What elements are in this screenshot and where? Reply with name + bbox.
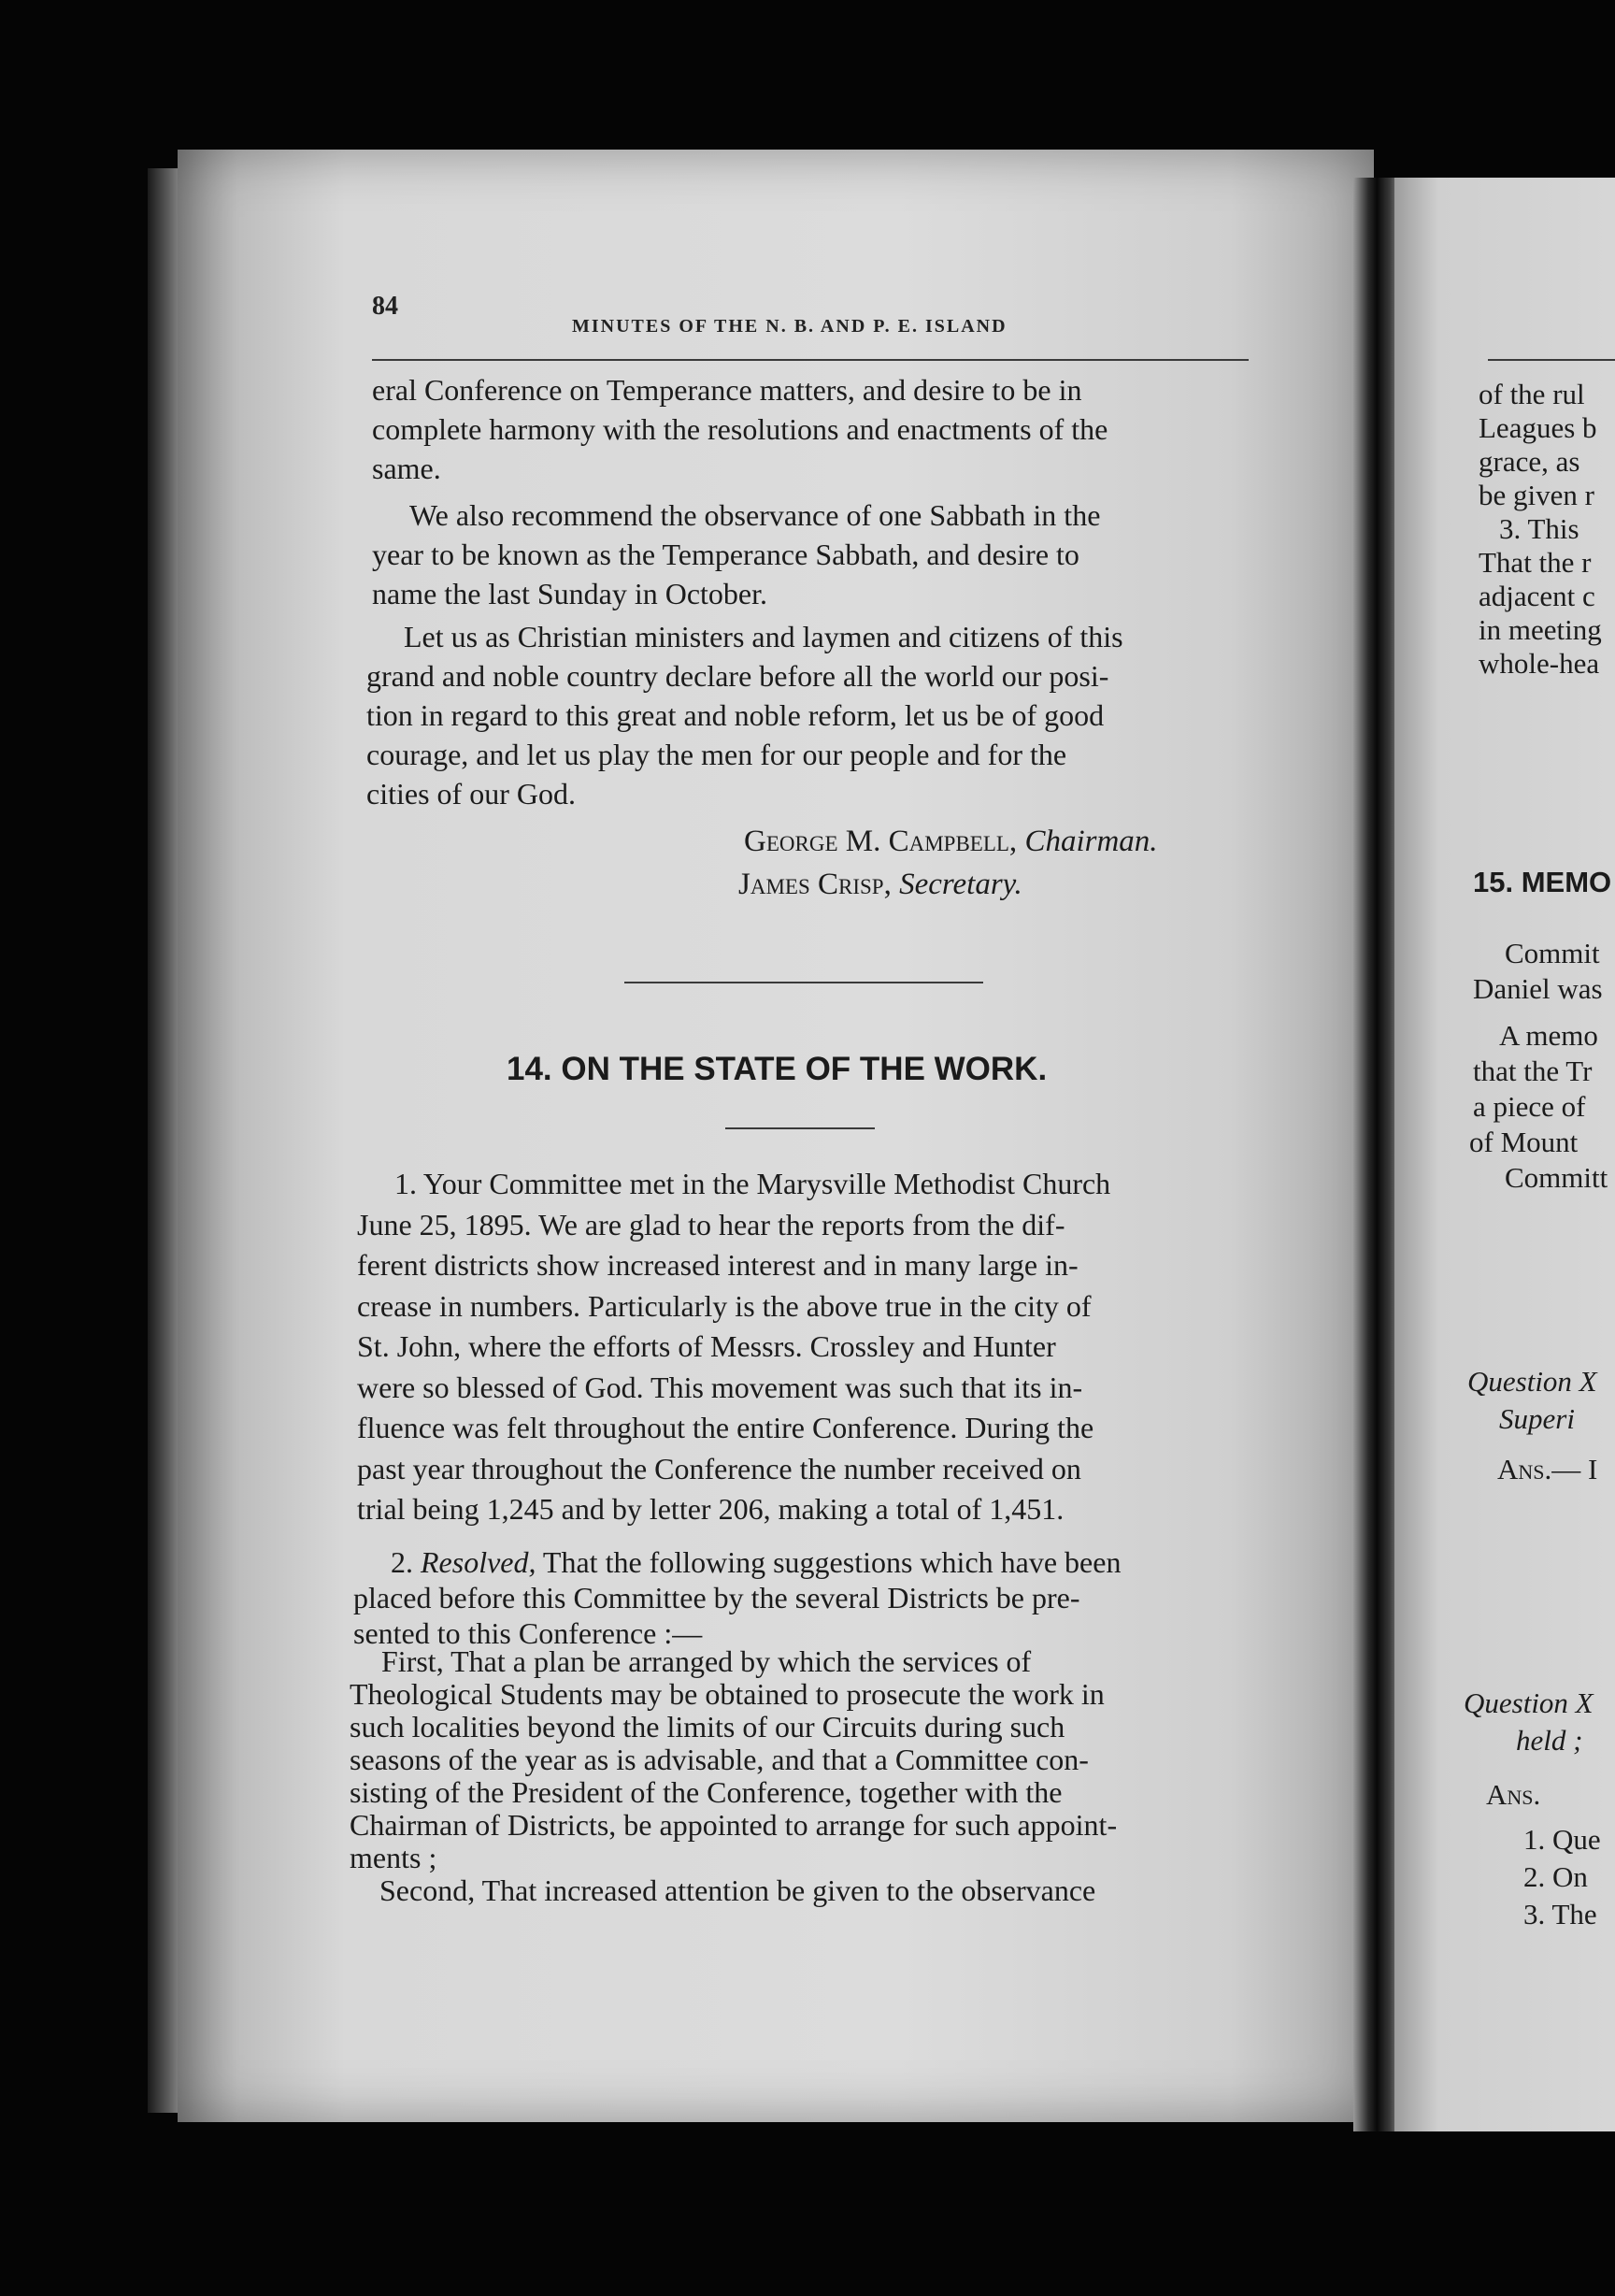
text-line: sisting of the President of the Conference, together with the [350, 1775, 1063, 1809]
text-line: sented to this Conference :— [353, 1616, 703, 1650]
text-line: Leagues b [1479, 411, 1597, 444]
item-number: 2. [391, 1545, 413, 1579]
answer-item: 3. The [1523, 1898, 1597, 1930]
answer-item: 1. Que [1523, 1823, 1601, 1856]
paragraph-item-1 [357, 1164, 1236, 1530]
text-line: same. [372, 452, 441, 485]
text-line: We also recommend the observance of one Sabbath in the [409, 498, 1101, 532]
text-line: adjacent c [1479, 580, 1595, 612]
paragraph-christian-ministers [366, 617, 1226, 813]
signature-name: James Crisp, [738, 868, 892, 901]
signature-name: George M. Campbell, [744, 825, 1018, 858]
text-line: Daniel was [1473, 972, 1603, 1005]
header-rule [372, 359, 1249, 361]
text-line: 1. Your Committee met in the Marysville Methodist Church [394, 1167, 1111, 1200]
text-line: Theological Students may be obtained to prosecute the work in [350, 1677, 1105, 1711]
question-line: Question X [1464, 1686, 1594, 1719]
text-line: ferent districts show increased interest and in many large in- [357, 1248, 1079, 1282]
text-line: tion in regard to this great and noble reform, let us be of good [366, 698, 1105, 732]
question-subline: Superi [1499, 1402, 1575, 1435]
question-subline: held ; [1516, 1724, 1583, 1757]
text-line: St. John, where the efforts of Messrs. Crossley and Hunter [357, 1329, 1056, 1363]
resolved-word: Resolved, [421, 1545, 536, 1579]
header-rule [1488, 359, 1615, 361]
text-line: such localities beyond the limits of our Circuits during such [350, 1710, 1065, 1744]
answer-line: Ans.— I [1497, 1453, 1598, 1485]
signature-role: Secretary. [899, 868, 1022, 901]
question-line: Question X [1467, 1365, 1597, 1398]
text-line: crease in numbers. Particularly is the above true in the city of [357, 1288, 1092, 1323]
text-line [353, 1544, 1232, 1580]
text-line: First, That a plan be arranged by which the services of [381, 1644, 1032, 1678]
text-line: Committ [1505, 1161, 1608, 1194]
text-line: 3. This [1499, 512, 1579, 545]
paragraph-item-2 [353, 1544, 1232, 1651]
page-number: 84 [372, 292, 398, 321]
text-line: grace, as [1479, 445, 1580, 478]
answer-item: 2. On [1523, 1860, 1588, 1893]
text-span: That the following suggestions which have been [542, 1545, 1122, 1579]
text-line: name the last Sunday in October. [372, 577, 768, 610]
text-line: Let us as Christian ministers and laymen and citizens of this [404, 620, 1123, 653]
text-line: a piece of [1473, 1090, 1586, 1123]
running-head: MINUTES OF THE N. B. AND P. E. ISLAND [572, 316, 1008, 337]
book-gutter [1353, 178, 1396, 2131]
heading-underline [725, 1127, 875, 1129]
text-line: courage, and let us play the men for our people and for the [366, 738, 1067, 771]
text-line: in meeting [1479, 613, 1602, 646]
text-line: of Mount [1469, 1126, 1579, 1158]
text-line: year to be known as the Temperance Sabbath, and desire to [372, 538, 1079, 571]
text-line: of the rul [1479, 378, 1585, 410]
signature-secretary [738, 868, 1022, 902]
text-line: were so blessed of God. This movement was such that its in- [357, 1370, 1083, 1404]
text-line: seasons of the year as is advisable, and that a Committee con- [350, 1743, 1089, 1776]
section-heading-14: 14. ON THE STATE OF THE WORK. [507, 1051, 1048, 1087]
right-page [1394, 178, 1615, 2131]
paragraph-temperance-sabbath [372, 495, 1232, 613]
text-line: fluence was felt throughout the entire Conference. During the [357, 1411, 1094, 1444]
text-line: complete harmony with the resolutions and enactments of the [372, 412, 1108, 446]
paragraph-temperance-intro [372, 370, 1232, 488]
text-line: eral Conference on Temperance matters, and desire to be in [372, 373, 1082, 407]
book-left-edge [148, 168, 181, 2113]
text-line: be given r [1479, 479, 1594, 511]
text-line: Commit [1505, 937, 1600, 969]
text-line: ments ; [350, 1841, 437, 1874]
signature-chairman [744, 825, 1158, 859]
text-line: That the r [1479, 546, 1592, 579]
text-line: whole-hea [1479, 647, 1600, 680]
answer-line: Ans. [1486, 1778, 1541, 1811]
second-suggestion-line: Second, That increased attention be given to the observance [379, 1873, 1096, 1907]
section-divider [624, 982, 983, 983]
section-heading-15: 15. MEMO [1473, 866, 1612, 898]
text-line: Chairman of Districts, be appointed to arrange for such appoint- [350, 1808, 1118, 1842]
text-line: trial being 1,245 and by letter 206, making a total of 1,451. [357, 1492, 1065, 1526]
text-line: June 25, 1895. We are glad to hear the reports from the dif- [357, 1207, 1065, 1241]
text-line: placed before this Committee by the several Districts be pre- [353, 1581, 1080, 1614]
paragraph-first-suggestion [350, 1645, 1232, 1874]
text-line: grand and noble country declare before all the world our posi- [366, 659, 1109, 693]
text-line: past year throughout the Conference the number received on [357, 1451, 1081, 1485]
signature-role: Chairman. [1024, 825, 1158, 858]
text-line: cities of our God. [366, 777, 576, 811]
text-line: that the Tr [1473, 1055, 1593, 1087]
text-line: A memo [1499, 1019, 1598, 1052]
